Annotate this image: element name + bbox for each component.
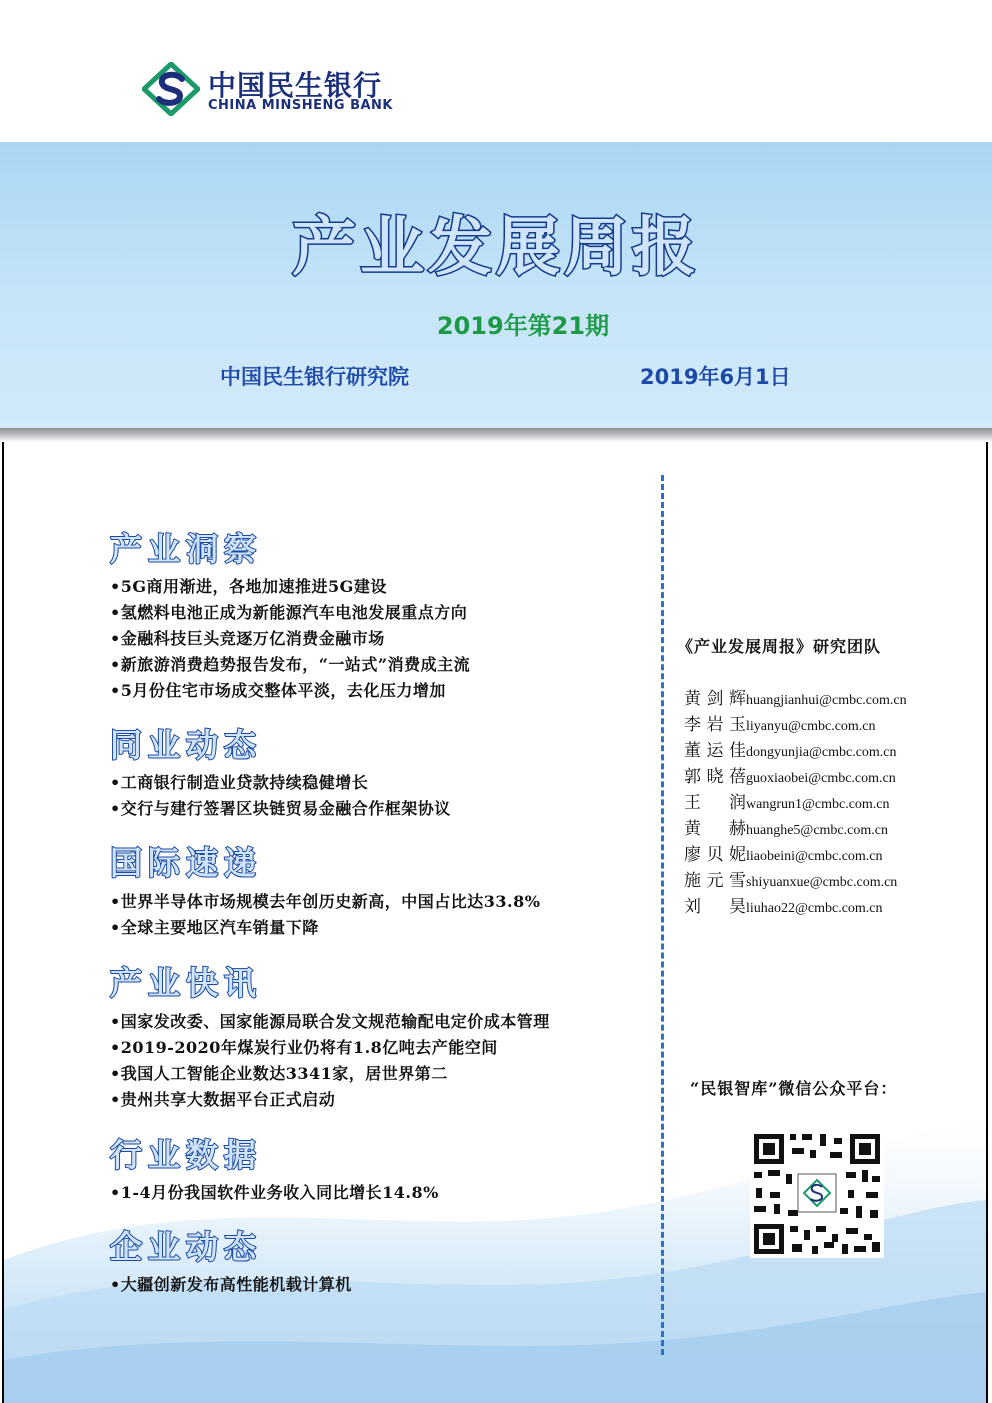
member-name: 黄 赫 — [684, 819, 746, 839]
column-divider — [661, 475, 664, 1355]
publish-date: 2019年6月1日 — [640, 365, 791, 389]
member-name: 王 润 — [684, 793, 746, 813]
list-item: •全球主要地区汽车销量下降 — [110, 918, 319, 937]
banner-shadow — [0, 428, 992, 442]
member-email[interactable]: liaobeini@cmbc.com.cn — [746, 849, 883, 864]
member-name: 郭晓蓓 — [684, 767, 746, 787]
list-item: •我国人工智能企业数达3341家，居世界第二 — [110, 1064, 448, 1083]
section-title-industry-news: 产业快讯 — [110, 964, 263, 1002]
institute-name: 中国民生银行研究院 — [220, 365, 409, 389]
member-email[interactable]: liuhao22@cmbc.com.cn — [746, 901, 883, 916]
list-item: •5G商用渐进，各地加速推进5G建设 — [110, 577, 387, 596]
research-team-title: 《产业发展周报》研究团队 — [677, 637, 882, 656]
team-member — [684, 712, 907, 738]
team-member — [684, 686, 907, 712]
team-member — [684, 894, 907, 920]
list-item: •工商银行制造业贷款持续稳健增长 — [110, 773, 369, 792]
list-item: •世界半导体市场规模去年创历史新高，中国占比达33.8% — [110, 892, 541, 911]
section-title-peer-dynamics: 同业动态 — [110, 726, 263, 764]
team-member — [684, 868, 907, 894]
list-item: •氢燃料电池正成为新能源汽车电池发展重点方向 — [110, 603, 468, 622]
section-list-peer-dynamics — [110, 770, 451, 822]
team-member — [684, 764, 907, 790]
team-member — [684, 842, 907, 868]
list-item: •5月份住宅市场成交整体平淡，去化压力增加 — [110, 681, 446, 700]
research-team-list — [684, 686, 907, 920]
header — [0, 0, 992, 142]
member-name: 黄剑辉 — [684, 689, 746, 709]
list-item: •2019-2020年煤炭行业仍将有1.8亿吨去产能空间 — [110, 1038, 498, 1057]
member-name: 廖贝妮 — [684, 845, 746, 865]
wechat-label-box — [670, 1068, 970, 1106]
section-list-company-dynamics — [110, 1272, 352, 1298]
qr-code-icon[interactable] — [750, 1130, 884, 1258]
wechat-label: “民银智库”微信公众平台： — [690, 1079, 898, 1098]
issue-number: 2019年第21期 — [436, 312, 610, 340]
list-item: •贵州共享大数据平台正式启动 — [110, 1090, 336, 1109]
member-name: 施元雪 — [684, 871, 746, 891]
logo-chinese-name: 中国民生银行 — [208, 69, 383, 102]
list-item: •新旅游消费趋势报告发布，“一站式”消费成主流 — [110, 655, 471, 674]
member-email[interactable]: huanghe5@cmbc.com.cn — [746, 823, 888, 838]
bank-logo — [142, 62, 414, 118]
minsheng-logo-icon — [142, 62, 200, 116]
team-member — [684, 738, 907, 764]
member-email[interactable]: shiyuanxue@cmbc.com.cn — [746, 875, 898, 890]
section-title-industry-data: 行业数据 — [110, 1136, 263, 1174]
team-member — [684, 790, 907, 816]
list-item: •1-4月份我国软件业务收入同比增长14.8% — [110, 1183, 439, 1202]
member-email[interactable]: liyanyu@cmbc.com.cn — [746, 719, 876, 734]
member-name: 董运佳 — [684, 741, 746, 761]
member-email[interactable]: wangrun1@cmbc.com.cn — [746, 797, 890, 812]
section-list-industry-insight — [110, 574, 470, 704]
section-title-industry-insight: 产业洞察 — [110, 530, 263, 568]
list-item: •大疆创新发布高性能机载计算机 — [110, 1275, 352, 1294]
member-email[interactable]: huangjianhui@cmbc.com.cn — [746, 693, 907, 708]
section-list-industry-news — [110, 1009, 550, 1113]
list-item: •金融科技巨头竞逐万亿消费金融市场 — [110, 629, 385, 648]
section-list-international-express — [110, 889, 540, 941]
team-member — [684, 816, 907, 842]
member-name: 李岩玉 — [684, 715, 746, 735]
section-list-industry-data — [110, 1180, 439, 1206]
section-title-company-dynamics: 企业动态 — [110, 1228, 263, 1266]
list-item: •交行与建行签署区块链贸易金融合作框架协议 — [110, 799, 451, 818]
member-name: 刘 昊 — [684, 897, 746, 917]
logo-english-name: CHINA MINSHENG BANK — [208, 98, 393, 113]
report-title: 产业发展周报 — [292, 211, 700, 285]
member-email[interactable]: dongyunjia@cmbc.com.cn — [746, 745, 897, 760]
list-item: •国家发改委、国家能源局联合发文规范输配电定价成本管理 — [110, 1012, 550, 1031]
section-title-international-express: 国际速递 — [110, 844, 263, 882]
member-email[interactable]: guoxiaobei@cmbc.com.cn — [746, 771, 896, 786]
